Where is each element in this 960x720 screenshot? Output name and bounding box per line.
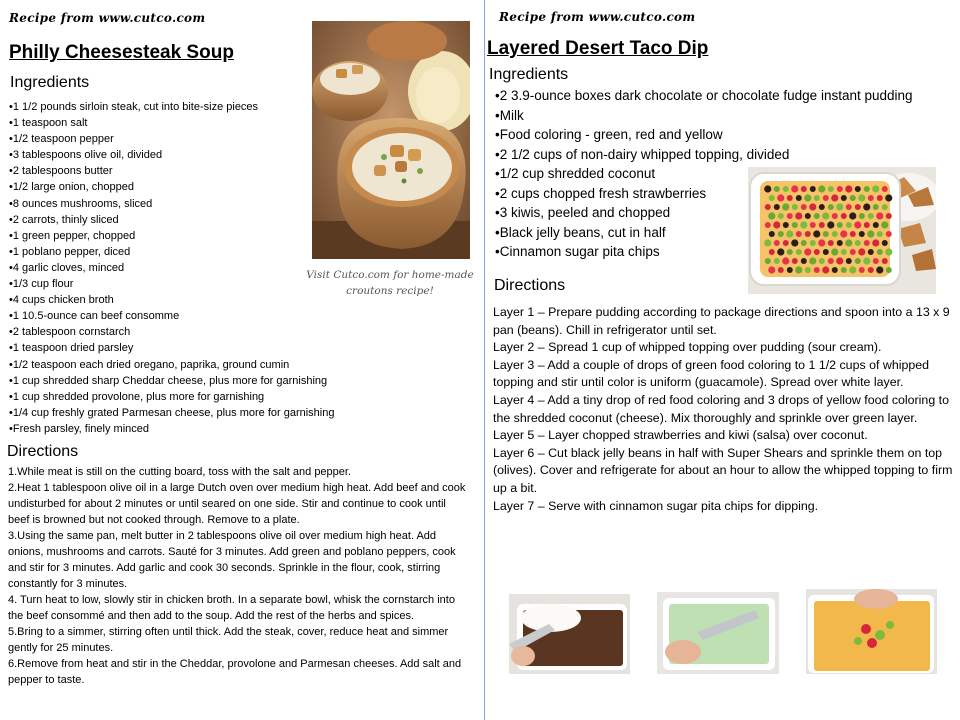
topping-dot [774,240,780,246]
topping-dot [783,222,789,228]
topping-dot [850,231,856,237]
topping-dot [832,231,838,237]
topping-dot [787,195,793,201]
ingredient-item: • Fresh parsley, finely minced [9,421,334,437]
topping-dot [792,204,798,210]
topping-dot [768,212,775,219]
ingredient-item: • 1/3 cup flour [9,276,334,292]
topping-dot [792,222,798,228]
topping-dot [855,240,861,246]
topping-dot [854,221,861,228]
ingredient-item: • 3 kiwis, peeled and chopped [495,203,913,223]
topping-dot [873,204,879,210]
topping-dot [810,240,816,246]
topping-dot [840,230,847,237]
topping-dot [837,222,843,228]
direction-step: 3.Using the same pan, melt butter in 2 tablespoons olive oil over medium high heat. Add onions, mushrooms and carrots. Sauté for 3 minutes. Add green and poblano peppers, cook and stir for 3 minutes. Add garlic and cook 30 seconds. Sprinkle in the flour, cook, stirring constantly for 3 minutes. [8,530,456,590]
topping-dot [841,267,847,273]
topping-dot [886,231,892,237]
topping-dot [867,230,874,237]
topping-dot [769,231,775,237]
ingredient-item: • 1/4 cup freshly grated Parmesan cheese, plus more for garnishing [9,405,334,421]
topping-dot [796,195,802,201]
direction-step: 2.Heat 1 tablespoon olive oil in a large Dutch oven over medium high heat. Add beef and cook undisturbed for about 2 minutes or until seared on one side. Stir and continue to cook until beef is browned but not cooked through. Remove to a plate. [8,482,466,526]
topping-dot [882,240,888,246]
topping-dot [801,258,807,264]
right-ingredients-heading: Ingredients [489,66,569,83]
direction-step: Layer 6 – Cut black jelly beans in half with Super Shears and sprinkle them on top (olives). Cover and refrigerate for about an hour to allow the whipped topping to firm up a bit. [493,445,953,495]
topping-dot [774,258,780,264]
topping-dot [814,195,820,201]
topping-dot [841,249,847,255]
topping-dot [876,266,883,273]
topping-dot [828,186,834,192]
right-recipe-source: Recipe from www.cutco.com [499,10,696,24]
topping-dot [818,185,825,192]
topping-dot [783,186,789,192]
topping-dot [810,222,816,228]
topping-dot [801,186,807,192]
soup-photo-caption: Visit Cutco.com for home-made croutons recipe! [306,269,474,297]
ingredient-item: • 1 10.5-ounce can beef consomme [9,308,334,324]
pudding-layer-photo [509,594,630,674]
topping-dot [778,231,784,237]
ingredient-item: • 2 carrots, thinly sliced [9,212,334,228]
topping-dot [872,239,879,246]
topping-dot [828,240,834,246]
topping-dot [850,249,856,255]
topping-dot [782,257,789,264]
topping-dot [885,248,892,255]
ingredient-item: • 1/2 teaspoon pepper [9,131,334,147]
soup-photo [312,21,470,259]
topping-dot [846,204,852,210]
topping-dot [859,231,865,237]
ingredient-item: • Food coloring - green, red and yellow [495,125,913,145]
topping-dot [801,204,807,210]
topping-dot [774,204,780,210]
topping-dot [764,185,771,192]
topping-dot [858,194,865,201]
topping-dot [859,213,865,219]
topping-dot [855,204,861,210]
topping-dot [877,195,883,201]
topping-dot [849,212,856,219]
ingredient-item: • 8 ounces mushrooms, sliced [9,196,334,212]
topping-dot [805,213,811,219]
topping-dot [882,204,888,210]
topping-dot [823,231,829,237]
topping-dot [873,258,879,264]
page-divider [484,0,485,720]
topping-dot [800,221,807,228]
topping-dot [877,231,883,237]
topping-dot [786,230,793,237]
topping-dot [795,266,802,273]
topping-dot [882,186,888,192]
topping-dot [863,203,870,210]
direction-step: Layer 2 – Spread 1 cup of whipped topping over pudding (sour cream). [493,340,882,355]
topping-dot [846,222,852,228]
topping-dot [868,213,874,219]
topping-dot [877,249,883,255]
topping-dot [832,213,838,219]
topping-dot [822,266,829,273]
left-directions-heading: Directions [7,443,79,460]
topping-dot [778,213,784,219]
topping-dot [774,186,780,192]
topping-dot [787,249,793,255]
topping-dot [801,240,807,246]
topping-dot [849,266,856,273]
ingredient-item: • 2 cups chopped fresh strawberries [495,184,913,204]
left-recipe-source: Recipe from www.cutco.com [9,11,206,25]
topping-dot [868,195,874,201]
topping-dot [855,258,861,264]
topping-dot [791,239,798,246]
topping-dot [873,222,879,228]
topping-dot [850,195,856,201]
topping-dot [881,221,888,228]
topping-dot [822,212,829,219]
ingredient-item: • 1 cup shredded sharp Cheddar cheese, plus more for garnishing [9,373,334,389]
topping-dot [769,249,775,255]
topping-dot [831,248,838,255]
direction-step: Layer 4 – Add a tiny drop of red food coloring and 3 drops of yellow food coloring to the shredded coconut (cheese). Mix thoroughly and sprinkle over green layer. [493,392,949,425]
ingredient-item: • Black jelly beans, cut in half [495,223,913,243]
right-directions-heading: Directions [494,277,566,294]
ingredient-item: • 1 teaspoon dried parsley [9,340,334,356]
topping-dot [796,231,802,237]
topping-dot [876,212,883,219]
topping-dot [845,185,852,192]
topping-dot [827,221,834,228]
topping-dot [787,213,793,219]
ingredient-item: • 1 teaspoon salt [9,115,334,131]
direction-step: Layer 7 – Serve with cinnamon sugar pita chips for dipping. [493,498,819,513]
topping-dot [837,186,843,192]
topping-dot [828,258,834,264]
topping-dot [783,240,789,246]
left-ingredients-heading: Ingredients [10,74,90,91]
topping-dot [819,204,825,210]
topping-dot [773,221,780,228]
topping-dot [882,258,888,264]
topping-dot [886,267,892,273]
topping-dot [846,258,852,264]
ingredient-item: • 1/2 cup shredded coconut [495,164,913,184]
ingredient-item: • 2 1/2 cups of non-dairy whipped topping, divided [495,145,913,165]
topping-dot [787,267,793,273]
direction-step: 4. Turn heat to low, slowly stir in chicken broth. In a separate bowl, whisk the cornstarch into the beef consommé and then add to the soup. Add the rest of the herbs and spices. [8,594,455,622]
topping-dot [805,267,811,273]
ingredient-item: • 1 1/2 pounds sirloin steak, cut into bite-size pieces [9,99,334,115]
topping-dot [809,203,816,210]
topping-dot [796,249,802,255]
topping-dot [818,239,825,246]
topping-dot [795,212,802,219]
ingredient-item: • 1/2 teaspoon each dried oregano, paprika, ground cumin [9,357,334,373]
topping-dot [814,249,820,255]
ingredient-item: • 1 poblano pepper, diced [9,244,334,260]
ingredient-item: • Milk [495,106,913,126]
topping-dot [831,194,838,201]
direction-step: 5.Bring to a simmer, stirring often until thick. Add the steak, cover, reduce heat and simmer gently for 25 minutes. [8,626,449,654]
right-recipe-title: Layered Desert Taco Dip [487,38,709,59]
topping-dot [819,222,825,228]
topping-dot [836,203,843,210]
topping-dot [804,248,811,255]
topping-dot [864,222,870,228]
topping-dot [872,185,879,192]
topping-dot [778,267,784,273]
ingredient-item: • 1 green pepper, chopped [9,228,334,244]
topping-dot [814,267,820,273]
topping-dot [864,186,870,192]
topping-dot [823,249,829,255]
topping-dot [855,186,861,192]
topping-dot [765,222,771,228]
topping-dot [868,249,874,255]
left-recipe-title: Philly Cheesesteak Soup [9,42,234,63]
left-ingredients-list [9,99,334,437]
direction-step: Layer 1 – Prepare pudding according to package directions and spoon into a 13 x 9 pan (beans). Chill in refrigerator until set. [493,305,950,337]
topping-dot [837,240,843,246]
topping-dot [777,248,784,255]
topping-dot [823,195,829,201]
topping-dot [863,257,870,264]
topping-dot [782,203,789,210]
direction-step: 1.While meat is still on the cutting board, toss with the salt and pepper. [8,466,352,478]
topping-dot [792,258,798,264]
topping-dot [814,213,820,219]
ingredient-item: • 4 cups chicken broth [9,292,334,308]
topping-dot [841,213,847,219]
topping-dot [813,230,820,237]
ingredient-item: • 2 3.9-ounce boxes dark chocolate or chocolate fudge instant pudding [495,86,913,106]
topping-dot [769,195,775,201]
topping-dot [859,267,865,273]
topping-dot [764,239,771,246]
topping-layer-photo [806,589,937,674]
topping-dot [819,258,825,264]
direction-step: Layer 5 – Layer chopped strawberries and kiwi (salsa) over coconut. [493,428,868,443]
ingredient-item: • 1/2 large onion, chopped [9,179,334,195]
topping-dot [805,231,811,237]
direction-step: Layer 3 – Add a couple of drops of green food coloring to 1 1/2 cups of whipped topping and stir until color is uniform (guacamole). Spread over white layer. [493,357,930,390]
topping-dot [810,186,816,192]
topping-dot [885,194,892,201]
ingredient-item: • 2 tablespoon cornstarch [9,324,334,340]
topping-dot [777,194,784,201]
topping-dot [765,258,771,264]
green-layer-photo [657,592,779,674]
left-directions [8,464,470,688]
topping-dot [868,267,874,273]
topping-dot [841,195,847,201]
topping-dot [864,240,870,246]
ingredient-item: • 4 garlic cloves, minced [9,260,334,276]
right-directions [493,304,955,515]
topping-dot [858,248,865,255]
direction-step: 6.Remove from heat and stir in the Cheddar, provolone and Parmesan cheeses. Add salt and pepper to taste. [8,658,462,686]
taco-dip-photo [748,167,936,294]
topping-dot [804,194,811,201]
topping-dot [791,185,798,192]
topping-dot [765,204,771,210]
topping-dot [836,257,843,264]
ingredient-item: • 1 cup shredded provolone, plus more for garnishing [9,389,334,405]
topping-dot [809,257,816,264]
topping-dot [768,266,775,273]
ingredient-item: • 3 tablespoons olive oil, divided [9,147,334,163]
ingredient-item: • Cinnamon sugar pita chips [495,242,913,262]
topping-dot [828,204,834,210]
topping-dot [832,267,838,273]
topping-dot [886,213,892,219]
ingredient-item: • 2 tablespoons butter [9,163,334,179]
topping-dot [845,239,852,246]
